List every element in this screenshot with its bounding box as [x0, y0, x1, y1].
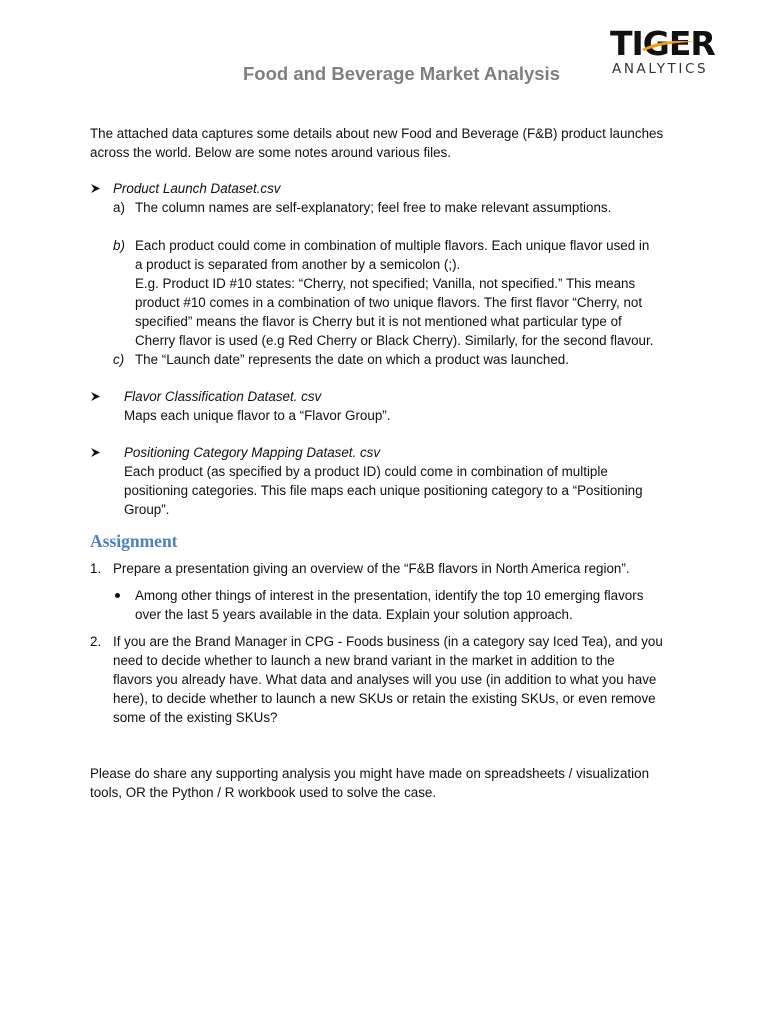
positioning-line: Each product (as specified by a product ID) could come in combination of multiple — [124, 464, 608, 479]
note-b-line: product #10 comes in a combination of two unique flavors. The first flavor “Cherry, not — [135, 295, 643, 310]
assignment-heading: Assignment — [90, 531, 178, 551]
intro-line-2: across the world. Below are some notes around various files. — [90, 145, 451, 160]
file-item-flavor-classification — [90, 387, 690, 406]
arrow-bullet-icon — [90, 179, 104, 198]
arrow-bullet-icon — [90, 387, 104, 406]
note-a — [90, 198, 690, 217]
assignment-subitem-line: Among other things of interest in the presentation, identify the top 10 emerging flavors — [135, 588, 644, 603]
note-c — [90, 350, 690, 369]
logo-swoosh-icon — [640, 38, 698, 52]
note-a-text: The column names are self-explanatory; feel free to make relevant assumptions. — [135, 200, 612, 215]
closing-paragraph — [90, 764, 690, 802]
flavor-classification-desc: Maps each unique flavor to a “Flavor Group”. — [124, 408, 391, 423]
file-name-flavor-classification: Flavor Classification Dataset. csv — [124, 389, 322, 404]
note-b-line: E.g. Product ID #10 states: “Cherry, not specified; Vanilla, not specified.” This means — [135, 276, 636, 291]
assignment-item-1 — [90, 559, 690, 578]
file-name-product-launch: Product Launch Dataset.csv — [113, 181, 281, 196]
assignment-item-2-line: here), to decide whether to launch a new SKUs or retain the existing SKUs, or even remove — [113, 691, 656, 706]
intro-line-1: The attached data captures some details about new Food and Beverage (F&B) product launches — [90, 126, 664, 141]
note-c-label: c) — [113, 352, 125, 367]
file-item-positioning — [90, 443, 690, 462]
closing-line: tools, OR the Python / R workbook used to solve the case. — [90, 785, 437, 800]
note-a-label: a) — [113, 200, 125, 215]
assignment-item-2-line: need to decide whether to launch a new brand variant in the market in addition to the — [113, 653, 615, 668]
logo-wordmark: TIGER — [610, 24, 715, 63]
note-b-line: specified” means the flavor is Cherry but it is not mentioned what particular type of — [135, 314, 622, 329]
assignment-item-2-line: some of the existing SKUs? — [113, 710, 278, 725]
assignment-subitem — [90, 586, 690, 624]
note-b — [90, 236, 690, 350]
file-item-product-launch — [90, 179, 690, 198]
page-title: Food and Beverage Market Analysis — [242, 63, 560, 84]
note-b-label: b) — [113, 238, 125, 253]
positioning-desc — [90, 462, 690, 519]
assignment-item-2-line: If you are the Brand Manager in CPG - Foods business (in a category say Iced Tea), and you — [113, 634, 663, 649]
arrow-bullet-icon — [90, 443, 104, 462]
positioning-line: positioning categories. This file maps each unique positioning category to a “Positioning — [124, 483, 643, 498]
document-body — [90, 124, 690, 802]
logo-tagline: ANALYTICS — [612, 61, 709, 77]
assignment-item-1-number: 1. — [90, 561, 102, 576]
assignment-item-1-text: Prepare a presentation giving an overview of the “F&B flavors in North America region”. — [113, 561, 630, 576]
file-name-positioning: Positioning Category Mapping Dataset. csv — [124, 445, 381, 460]
note-b-line: Cherry flavor is used (e.g Red Cherry or Black Cherry). Similarly, for the second flavour. — [135, 333, 654, 348]
positioning-line: Group”. — [124, 502, 170, 517]
assignment-item-2 — [90, 632, 690, 727]
bullet-dot-icon — [115, 593, 120, 598]
assignment-item-2-line: flavors you already have. What data and analyses will you use (in addition to what you have — [113, 672, 657, 687]
closing-line: Please do share any supporting analysis you might have made on spreadsheets / visualization — [90, 766, 650, 781]
note-b-line: Each product could come in combination of multiple flavors. Each unique flavor used in — [135, 238, 650, 253]
assignment-item-2-number: 2. — [90, 634, 102, 649]
assignment-subitem-line: over the last 5 years available in the data. Explain your solution approach. — [135, 607, 573, 622]
note-c-text: The “Launch date” represents the date on which a product was launched. — [135, 352, 569, 367]
note-b-line: a product is separated from another by a semicolon (;). — [135, 257, 461, 272]
